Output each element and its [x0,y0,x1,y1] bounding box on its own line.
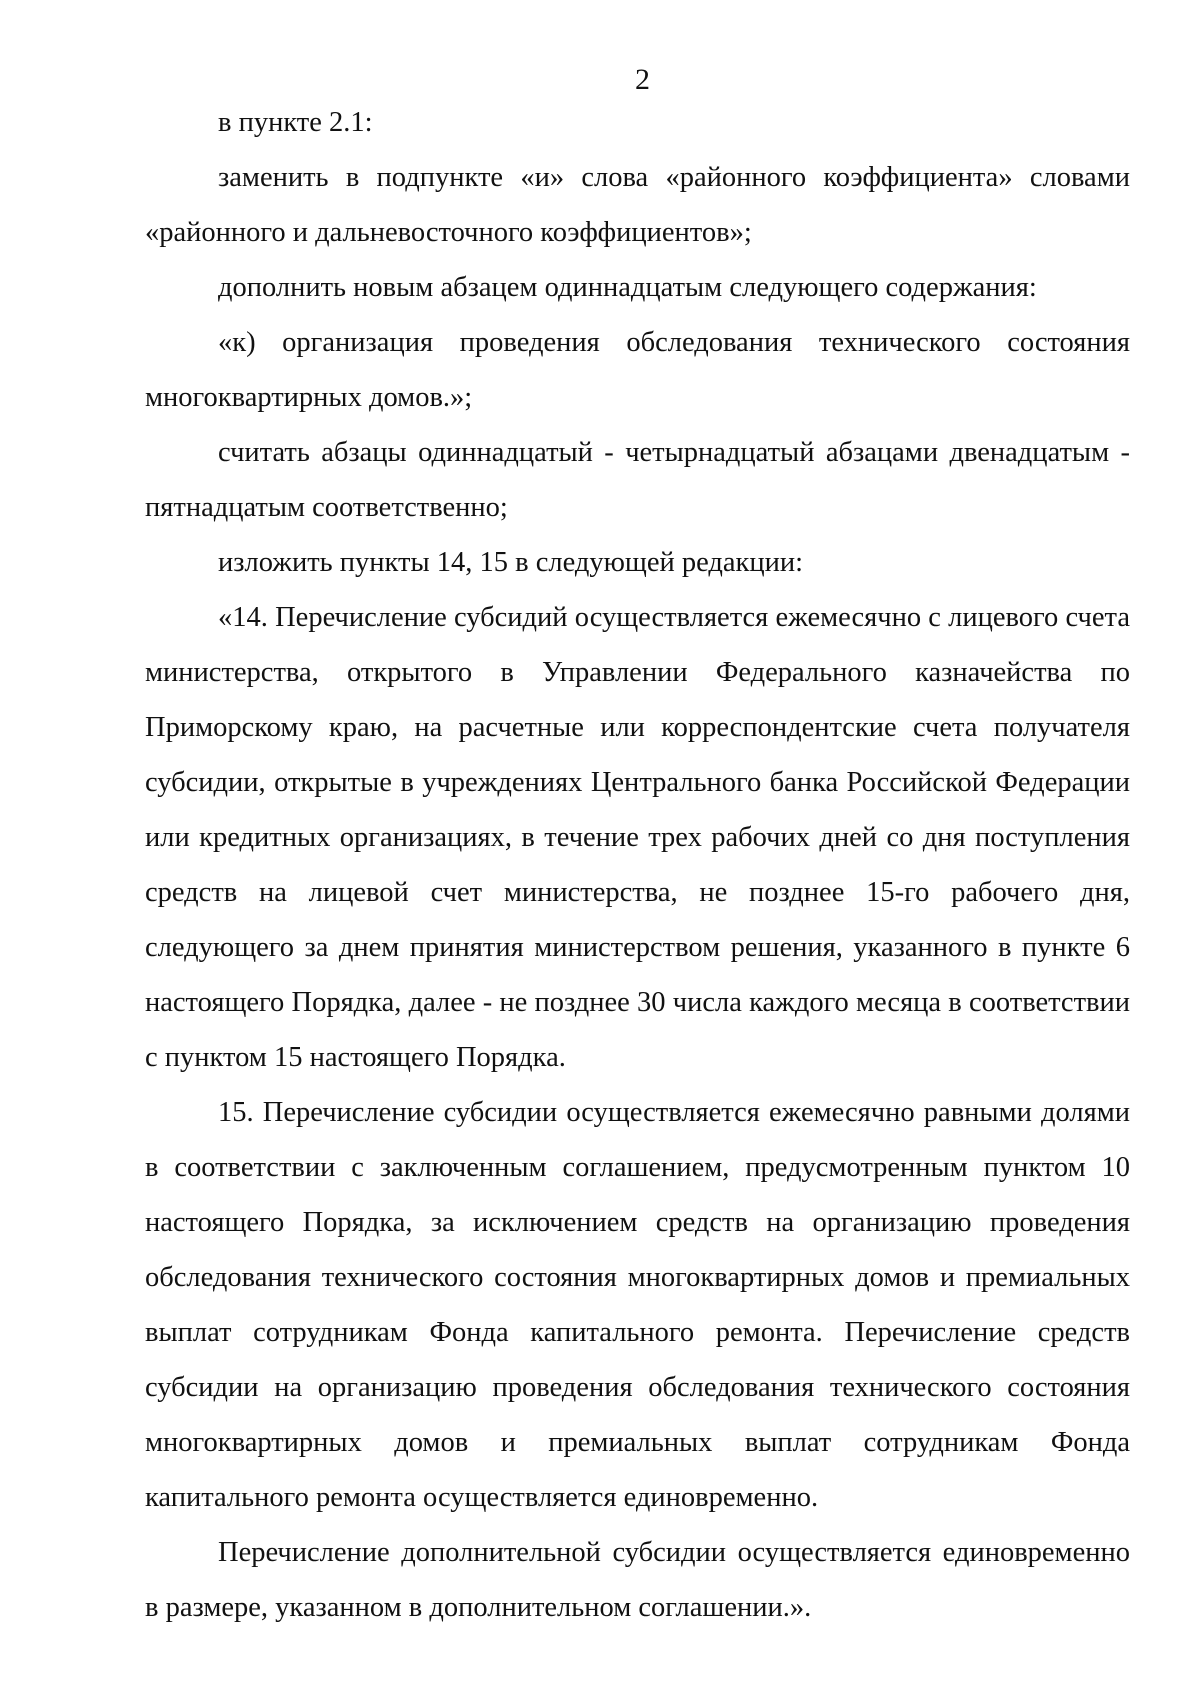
document-body [145,95,1130,1635]
paragraph-additional-subsidy: Перечисление дополнительной субсидии осуществляется единовременно в размере, указанном в дополнительном соглашении.». [145,1537,1130,1623]
paragraph-clause-14: «14. Перечисление субсидий осуществляется ежемесячно с лицевого счета министерства, открытого в Управлении Федерального казначейства по Приморскому краю, на расчетные или корреспондентские счета получателя субсидии, открытые в учреждениях Центрального банка Российской Федерации или кредитных организациях, в течение трех рабочих дней со дня поступления средств на лицевой счет министерства, не позднее 15-го рабочего дня, следующего за днем принятия министерством решения, указанного в пункте 6 настоящего Порядка, далее - не позднее 30 числа каждого месяца в соответствии с пунктом 15 настоящего Порядка. [145,602,1130,1073]
paragraph-item-k: «к) организация проведения обследования технического состояния многоквартирных домов.»; [145,327,1130,413]
paragraph-clause-15: 15. Перечисление субсидии осуществляется ежемесячно равными долями в соответствии с заключенным соглашением, предусмотренным пунктом 10 настоящего Порядка, за исключением средств на организацию проведения обследования технического состояния многоквартирных домов и премиальных выплат сотрудникам Фонда капитального ремонта. Перечисление средств субсидии на организацию проведения обследования технического состояния многоквартирных домов и премиальных выплат сотрудникам Фонда капитального ремонта осуществляется единовременно. [145,1097,1130,1513]
paragraph-restate-14-15: изложить пункты 14, 15 в следующей редакции: [218,547,804,578]
paragraph-item-2-1: в пункте 2.1: [218,107,373,138]
paragraph-add-eleventh: дополнить новым абзацем одиннадцатым следующего содержания: [218,272,1037,303]
page-number: 2 [635,63,650,96]
paragraph-replace-words: заменить в подпункте «и» слова «районного коэффициента» словами «районного и дальневосточного коэффициентов»; [145,162,1130,248]
paragraph-renumber: считать абзацы одиннадцатый - четырнадцатый абзацами двенадцатым - пятнадцатым соответственно; [145,437,1130,523]
